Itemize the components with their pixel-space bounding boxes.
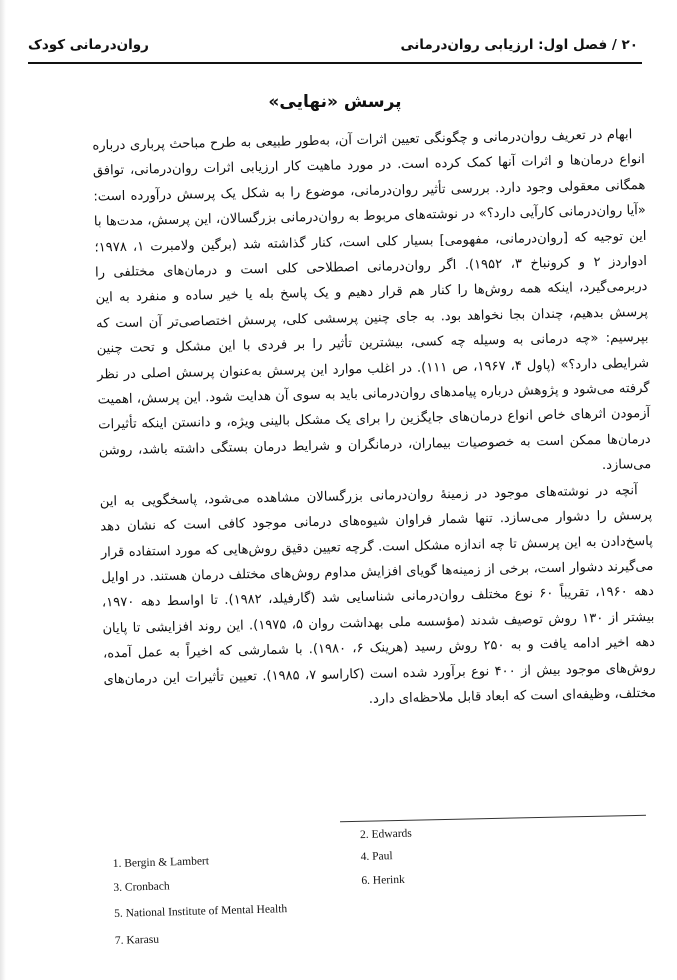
footnote-3: 3. Cronbach	[113, 880, 170, 894]
book-title: روان‌درمانی کودک	[28, 37, 149, 53]
footnote-2: 2. Edwards	[359, 827, 412, 842]
footnote-7: 7. Karasu	[114, 933, 160, 947]
section-title: پرسش «نهایی»	[268, 92, 402, 112]
footnote-6: 6. Herink	[361, 873, 405, 888]
paragraph: آنچه در نوشته‌های موجود در زمینهٔ روان‌درمانی بزرگسالان مشاهده می‌شود، پاسخگویی به این پرسش را دشوار می‌سازد. تنها شمار فراوان شیوه‌های درمانی موجود کافی است که نشان دهد پاسخ‌دادن به این پرسش تا چه اندازه مشکل است. گرچه تعیین دقیق روش‌هایی که مورد استفاده قرار می‌گیرند دشوار است، برخی از زمینه‌ها گویای افزایش مداوم روش‌های مختلف درمان هستند. در اوایل دهه ۱۹۶۰، تقریباً ۶۰ نوع مختلف روان‌درمانی شناسایی شد (گارفیلد، ۱۹۸۲). تا اواسط دهه ۱۹۷۰، بیشتر از ۱۳۰ روش توصیف شدند (مؤسسه ملی بهداشت روان ۵، ۱۹۷۵). این روند افزایشی تا پایان دهه اخیر ادامه یافت و به ۲۵۰ روش رسید (هرینک ۶، ۱۹۸۰). با شمارشی که اخیراً به عمل آمده، روش‌های موجود بیش از ۴۰۰ نوع برآورد شده است (کاراسو ۷، ۱۹۸۵). تعیین تأثیرات این درمان‌های مختلف، وظیفه‌ای است که ابعاد قابل ملاحظه‌ای دارد.	[99, 482, 657, 707]
body-text	[92, 122, 656, 718]
header-rule	[28, 62, 642, 64]
running-header	[28, 34, 638, 56]
footnote-5: 5. National Institute of Mental Health	[114, 903, 288, 920]
paragraph: ابهام در تعریف روان‌درمانی و چگونگی تعیین اثرات آن، به‌طور طبیعی به طرح مباحث پرباری درباره انواع درمان‌ها و اثرات آنها کمک کرده است. در مورد ماهیت کار ارزیابی اثرات روان‌درمانی، توافق همگانی معقولی وجود دارد. بررسی تأثیر روان‌درمانی، موضوع را به شکل یک پرسش درآورده است: «آیا روان‌درمانی کارآیی دارد؟» در نوشته‌های مربوط به روان‌درمانی بزرگسالان، این پرسش، مدت‌ها با این توجیه که [روان‌درمانی، مفهومی] بسیار کلی است، کنار گذاشته شد (برگین ولامبرت ۱، ۱۹۷۸؛ ادواردز ۲ و کرونباخ ۳، ۱۹۵۲). اگر روان‌درمانی اصطلاحی کلی است و درمان‌های مختلفی را دربرمی‌گیرد، اینکه همه روش‌ها را کنار هم قرار دهیم و یک پاسخ بله یا خیر ساده و منفرد به این پرسش بدهیم، چندان بجا نخواهد بود. به جای چنین پرسشی کلی، پرسش اختصاصی‌تر آن است که بپرسیم: «چه درمانی به وسیله چه کسی، بیشترین تأثیر را بر فردی با این مشکل و تحت چنین شرایطی دارد؟» (پاول ۴، ۱۹۶۷، ص ۱۱۱). در اغلب موارد این پرسش به‌عنوان پرسش اصلی در نظر گرفته می‌شود و پژوهش درباره پیامدهای روان‌درمانی باید به سوی آن هدایت شود. این پرسش، اهمیت آزمودن اثرهای خاص انواع درمان‌های جایگزین را برای یک مشکل بالینی ویژه، و دانستن اینکه تأثیرات درمان‌ها ممکن است به خصوصیات بیماران، درمانگران و شرایط درمان بستگی داشته باشد، روشن می‌سازد.	[92, 127, 652, 474]
footnote-4: 4. Paul	[360, 850, 393, 864]
footnote-1: 1. Bergin & Lambert	[112, 855, 210, 870]
page-edge-shadow	[0, 0, 6, 980]
page-number-chapter: ۲۰ / فصل اول: ارزیابی روان‌درمانی	[400, 37, 638, 53]
